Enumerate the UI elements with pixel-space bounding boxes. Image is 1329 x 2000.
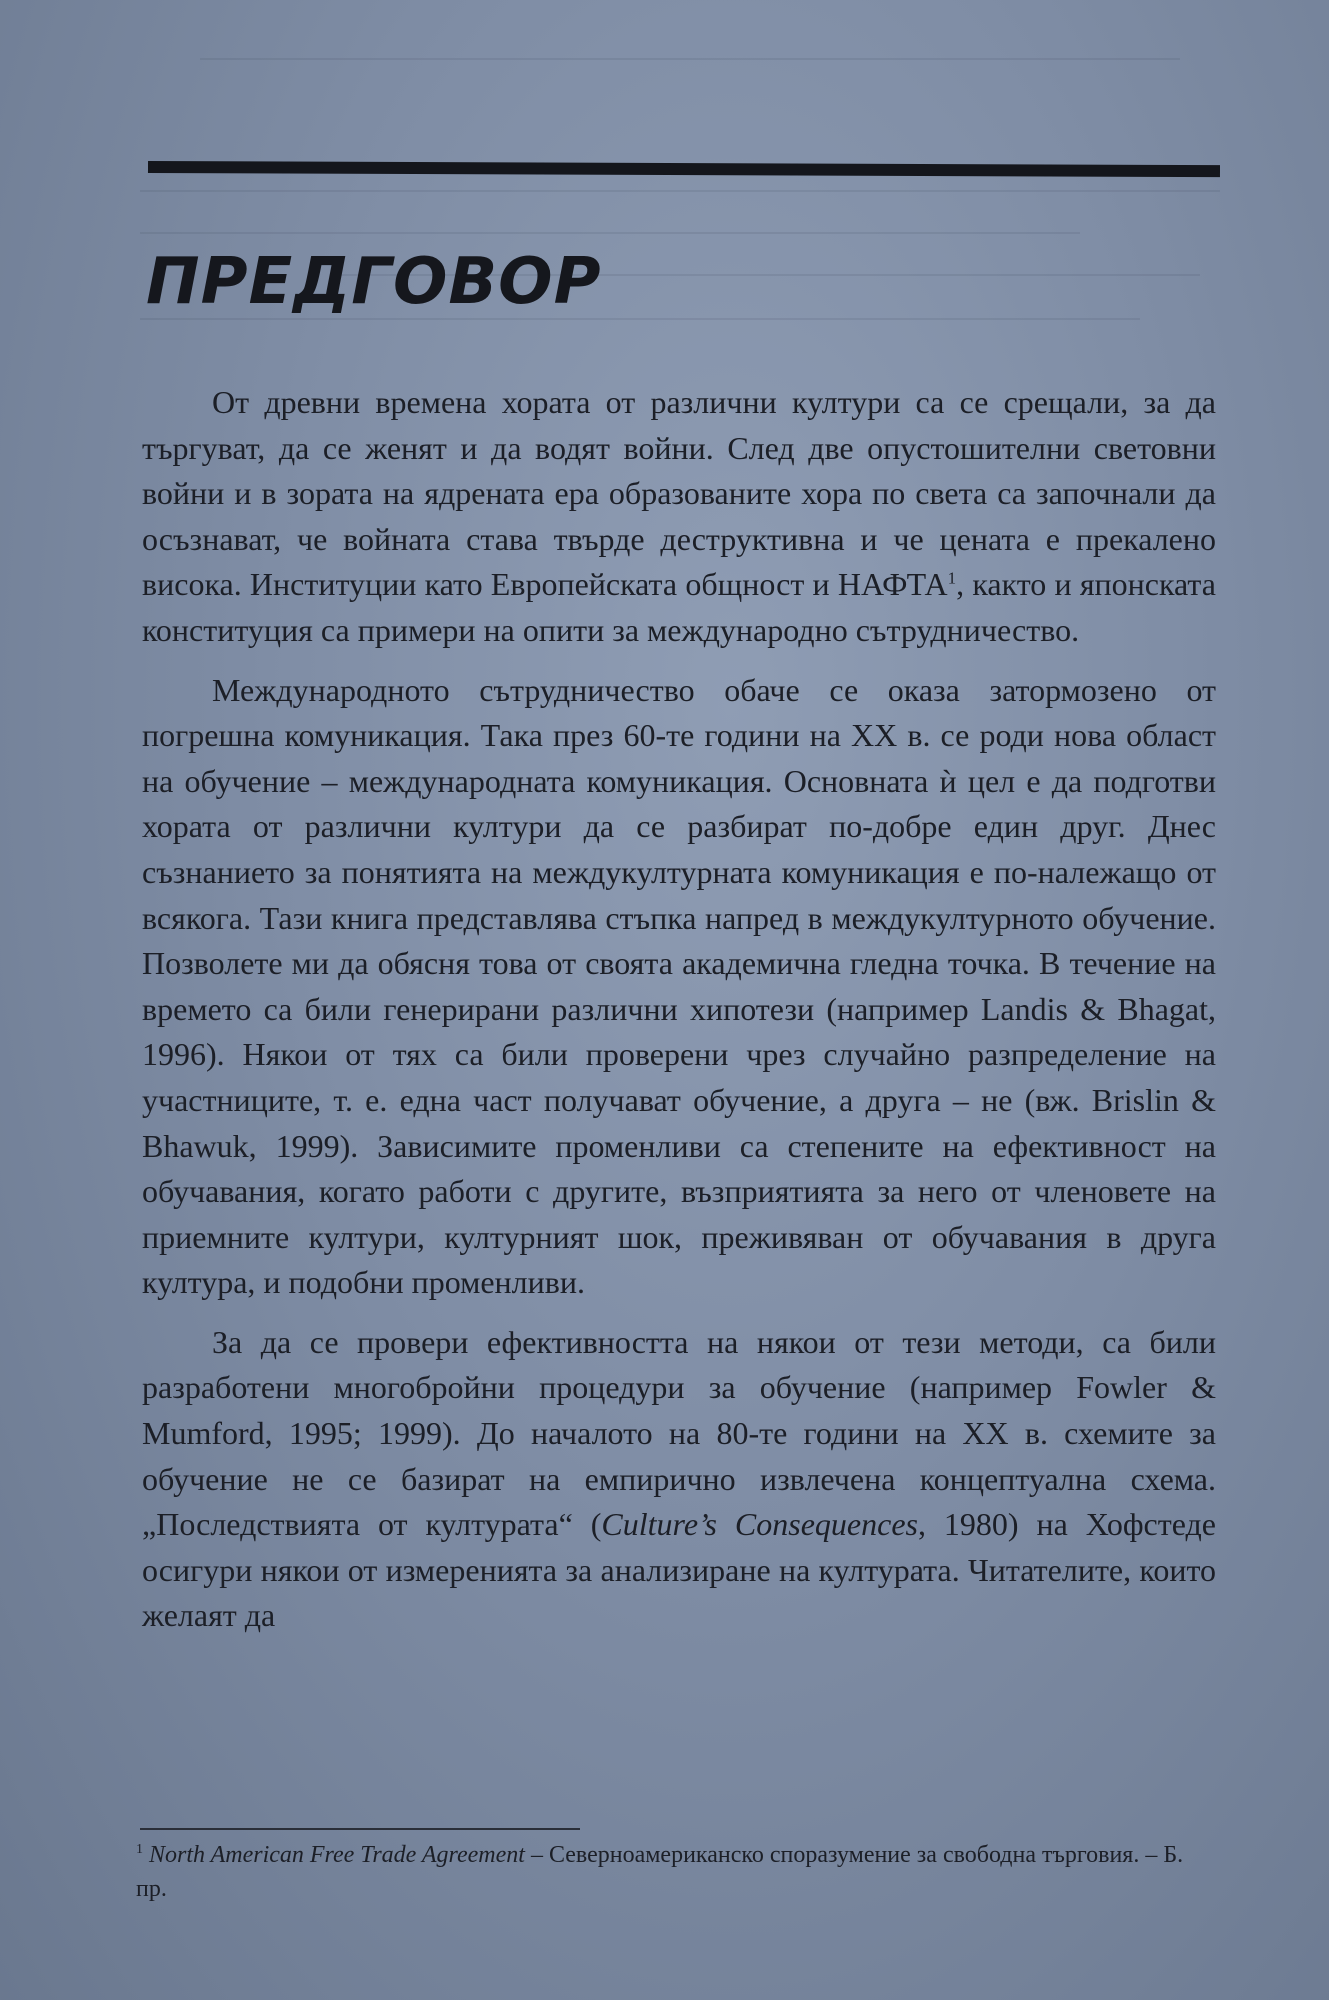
footnote-text: – Северноамериканско споразумение за свободна търговия. – Б. пр. <box>136 1842 1184 1902</box>
footnote-reference: 1 <box>947 568 957 588</box>
body-text <box>142 380 1216 1653</box>
paragraph-3 <box>142 1320 1216 1639</box>
paragraph-1 <box>142 380 1216 654</box>
heading-rule <box>148 161 1220 177</box>
paragraph-3-text: За да се провери ефективността на някои от тези методи, са били разработени многобройни процедури за обучение (например Fowler & Mumford, 1995; 1999). До началото на 80-те години на XX в. схемите за обучение не се базират на емпирично извлечена концептуална схема. „Последствията от културата“ ( <box>142 1323 1216 1543</box>
page-title: ПРЕДГОВОР <box>146 245 602 319</box>
book-title-italic: Culture’s Consequences <box>601 1506 918 1543</box>
paragraph-1-text-cont: , както и японската конституция са примери на опити за международно сътрудничество. <box>142 566 1217 648</box>
show-through-text <box>140 232 1080 234</box>
show-through-text <box>200 58 1180 60</box>
paragraph-1-text: От древни времена хората от различни култури са се срещали, за да търгуват, да се женят и да водят войни. След две опустошителни световни войни и в зората на ядрената ера образованите хора по света са започнали да осъзнават, че войната става твърде деструктивна и че цената е прекалено висока. Институции като Европейската общност и НАФТА <box>142 384 1216 603</box>
paragraph-2: Международното сътрудничество обаче се оказа затормозено от погрешна комуникация. Така през 60-те години на XX в. се роди нова област на обучение – международната комуникация. Основната ѝ цел е да подготви хората от различни култури да се разбират по-добре един друг. Днес съзнанието за понятията на междукултурната комуникация е по-належащо от всякога. Тази книга представлява стъпка напред в междукултурното обучение. Позволете ми да обясня това от своята академична гледна точка. В течение на времето са били генерирани различни хипотези (например Landis & Bhagat, 1996). Някои от тях са били проверени чрез случайно разпределение на участниците, т. е. една част получават обучение, а друга – не (вж. Brislin & Bhawuk, 1999). Зависимите променливи са степените на ефективност на обучавания, когато работи с другите, възприятията за него от членовете на приемните култури, културният шок, преживяван от обучавания в друга култура, и подобни променливи. <box>142 671 1216 1301</box>
paragraph-3-text-cont: , 1980) на Хофстеде осигури някои от измеренията за анализиране на културата. Читателите, които желаят да <box>142 1506 1217 1634</box>
footnote <box>136 1838 1216 1906</box>
footnote-number: 1 <box>136 1842 143 1857</box>
show-through-text <box>140 190 1220 192</box>
footnote-italic: North American Free Trade Agreement <box>149 1842 525 1868</box>
footnote-separator <box>140 1828 580 1830</box>
